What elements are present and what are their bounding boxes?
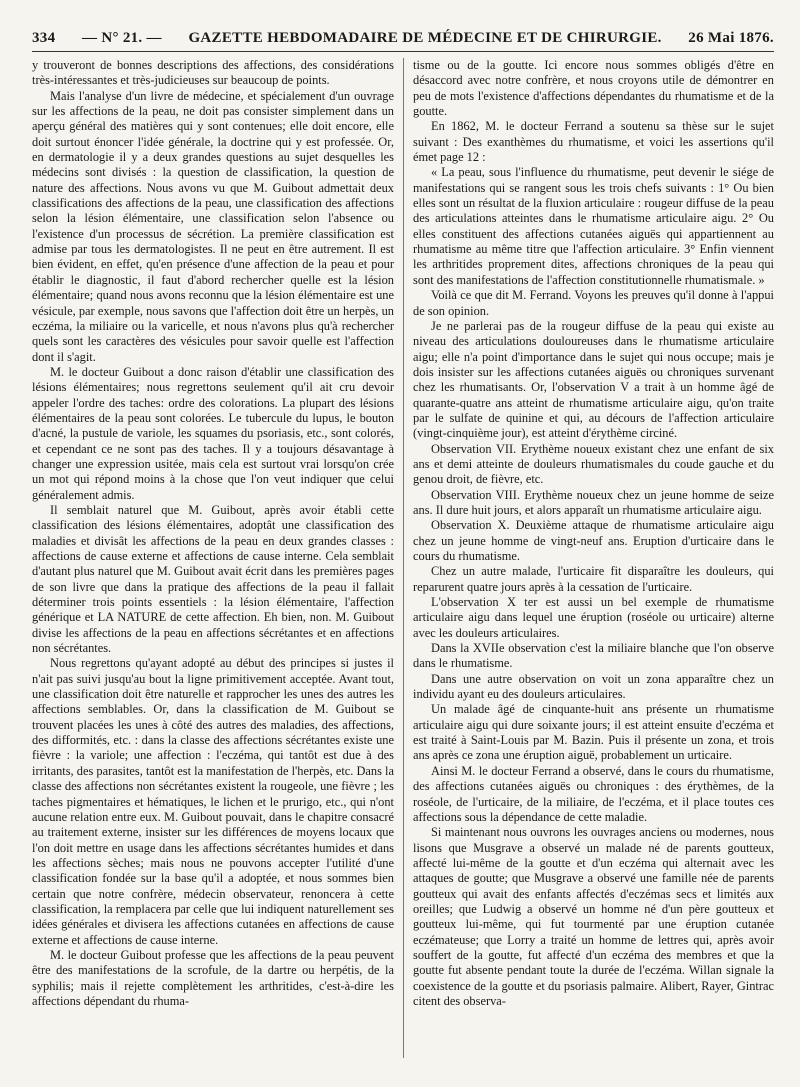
- right-column: [403, 58, 774, 1058]
- left-column: [32, 58, 403, 1058]
- paragraph: L'observation X ter est aussi un bel exemple de rhumatisme articulaire aigu dans lequel une éruption (roséole ou urticaire) alterne avec les douleurs articulaires.: [413, 595, 774, 640]
- paragraph: Je ne parlerai pas de la rougeur diffuse de la peau qui existe au niveau des articulations douloureuses dans le rhumatisme articulaire aigu; elle n'a point d'importance dans le sujet qui nous occupe; mais je dois insister sur les affections cutanées aiguës ou chroniques survenant chez les rhumatisants. Or, l'observation V a trait à un homme âgé de quarante-quatre ans atteint de rhumatisme articulaire aigu, qu'on traite par le sulfate de quinine et qui, au décours de l'affection articulaire (vingt-cinquième jour), est atteint d'érythème circiné.: [413, 318, 774, 441]
- paragraph: Dans une autre observation on voit un zona apparaître chez un individu ayant eu des douleurs articulaires.: [413, 671, 774, 702]
- page-header: [32, 30, 774, 52]
- paragraph: Observation X. Deuxième attaque de rhumatisme articulaire aigu chez un jeune homme de vingt-neuf ans. Eruption d'urticaire dans le cours du rhumatisme.: [413, 518, 774, 563]
- paragraph: M. le docteur Guibout a donc raison d'établir une classification des lésions élémentaires; nous regrettons seulement qu'il ait cru devoir appeler l'ordre des taches: ordre des colorations. La plupart des lésions élémentaires de la peau sont colorées. Le tubercule du lupus, le bouton d'acné, la pustule de variole, les squames du psoriasis, etc., sont colorés, et cependant ce ne sont pas des taches. Il y a toujours désavantage à changer une expression usitée, mais cela est surtout vrai lorsqu'on crée un mot qui répond moins à la chose que l'on veut indiquer que celui généralement admis.: [32, 364, 394, 502]
- paragraph: Nous regrettons qu'ayant adopté au début des principes si justes il n'ait pas suivi jusqu'au bout la ligne primitivement acceptée. Avant tout, une classification doit être naturelle et rapprocher les unes des autres les affections semblables. Or, dans la classification de M. Guibout se trouvent placées les unes à côté des autres des maladies, des affections, des difformités, etc. : dans la classe des affections sécrétantes existe une fièvre : la variole; une affection : l'eczéma, qui tantôt est due à des irritants, des parasites, tantôt est la manifestation de l'herpès, etc. Dans la classe des affections non sécrétantes existent la rougeole, une fièvre ; les taches pigmentaires et hématiques, le lichen et le prurigo, etc., qui n'ont aucune relation entre eux. M. Guibout pouvait, dans le chapitre consacré au traitement externe, insister sur les différences de moyens locaux que l'on doit mettre en usage dans les affections sécrétantes humides et dans les affections sèches; mais nous ne pouvons accepter l'utilité d'une classification fondée sur la base qu'il a adoptée, et nous sommes bien certain que notre confrère, médecin observateur, renoncera à cette classification, la remplacera par celle que lui indiquent naturellement ses idées générales et divisera les affections cutanées en affections de cause externe et affections de cause interne.: [32, 656, 394, 947]
- issue-date: 26 Mai 1876.: [688, 30, 774, 46]
- paragraph: Ainsi M. le docteur Ferrand a observé, dans le cours du rhumatisme, des affections cutanées aiguës ou chroniques : des érythèmes, de la roséole, de l'urticaire, de la miliaire, de l'eczéma, et il place toutes ces affections sous la dépendance de cette maladie.: [413, 763, 774, 824]
- paragraph: Observation VIII. Erythème noueux chez un jeune homme de seize ans. Il dure huit jours, et alors apparaît un rhumatisme articulaire aigu.: [413, 487, 774, 517]
- article-columns: [32, 58, 774, 1058]
- paragraph: y trouveront de bonnes descriptions des affections, des considérations très-intéressantes et très-judicieuses sur beaucoup de points.: [32, 58, 394, 88]
- issue-number: — N° 21. —: [82, 30, 162, 46]
- paragraph: Voilà ce que dit M. Ferrand. Voyons les preuves qu'il donne à l'appui de son opinion.: [413, 288, 774, 318]
- journal-title: GAZETTE HEBDOMADAIRE DE MÉDECINE ET DE CHIRURGIE.: [188, 30, 662, 46]
- paragraph: Dans la XVIIe observation c'est la miliaire blanche que l'on observe dans le rhumatisme.: [413, 641, 774, 671]
- paragraph: Chez un autre malade, l'urticaire fit disparaître les douleurs, qui reparurent quatre jours après à la cessation de l'urticaire.: [413, 564, 774, 594]
- paragraph: Un malade âgé de cinquante-huit ans présente un rhumatisme articulaire aigu qui dure soixante jours; il est atteint ensuite d'eczéma et est traité à Saint-Louis par M. Bazin. Puis il présente un zona, et trois ans après ce zona une éruption aiguë, probablement un urticaire.: [413, 702, 774, 763]
- paragraph: M. le docteur Guibout professe que les affections de la peau peuvent être des manifestations de la scrofule, de la dartre ou herpétis, de la syphilis; mais il rejette complètement les arthritides, c'est-à-dire les affections dépendant du rhuma-: [32, 947, 394, 1008]
- paragraph: Observation VII. Erythème noueux existant chez une enfant de six ans et demi atteinte de douleurs rhumatismales du coude gauche et du genou droit, de fièvre, etc.: [413, 441, 774, 487]
- quotation: « La peau, sous l'influence du rhumatisme, peut devenir le siége de manifestations qui se rangent sous les trois chefs suivants : 1° Ou bien elles sont un résultat de la fluxion articulaire : rougeur diffuse de la peau des articulations atteintes dans le rhumatisme articulaire aigu. 2° Ou elles constituent des affections cutanées aiguës qui appartiennent au rhumatisme au même titre que l'affection articulaire. 3° Enfin viennent les arthritides proprement dites, affections chroniques de la peau qui sont des manifestations de l'affection constitutionnelle rhumatismale. »: [413, 165, 774, 287]
- paragraph: tisme ou de la goutte. Ici encore nous sommes obligés d'être en désaccord avec notre confrère, et nous croyons utile de démontrer en peu de mots l'existence d'affections dépendantes du rhumatisme et de la goutte.: [413, 58, 774, 119]
- paragraph: Si maintenant nous ouvrons les ouvrages anciens ou modernes, nous lisons que Musgrave a observé un malade né de parents goutteux, affecté lui-même de la goutte et d'un eczéma qui alternait avec les attaques de goutte; que Musgrave a observé une famille née de parents goutteux qui avait des enfants affectés d'eczémas secs et limités aux oreilles; que Ludwig a observé un homme né d'un père goutteux et goutteux lui-même, qui fut tourmenté par une éruption cutanée eczémateuse; que Lorry a traité un homme de lettres qui, après avoir souffert de la goutte, fut affecté d'un eczéma des membres et que la goutte fut absente pendant toute la durée de l'eczéma. Willan signale la coexistence de la goutte et du psoriasis palmaire. Alibert, Rayer, Gintrac citent des observa-: [413, 825, 774, 1008]
- page-number: 334: [32, 30, 56, 46]
- paragraph: Il semblait naturel que M. Guibout, après avoir établi cette classification des lésions élémentaires, adoptât une classification des maladies et divisât les affections de la peau en deux grandes classes : affections de cause externe et affections de cause interne. Cela semblait d'autant plus naturel que M. Guibout avait écrit dans les premières pages de son livre que dans la pratique des affections de la peau il fallait déterminer trois points essentiels : la lésion élémentaire, l'affection générique et LA NATURE de cette affection. Eh bien, non. M. Guibout divise les affections de la peau en affections sécrétantes et en affections non sécrétantes.: [32, 502, 394, 656]
- paragraph: Mais l'analyse d'un livre de médecine, et spécialement d'un ouvrage sur les affections de la peau, ne doit pas consister simplement dans un aperçu général des matières qui y sont contenues; elle doit encore, elle doit surtout énoncer l'idée générale, la doctrine qui y est professée. Or, en dermatologie il y a deux grandes questions au sujet desquelles les médecins sont divisés : la question de classification, la question de nature des affections. Nous avons vu que M. Guibout admettait deux classifications des affections de la peau, une classification des affections selon la lésion élémentaire, une classification selon l'absence ou l'existence d'un processus de sécrétion. La première classification est admise par tous les dermatologistes. Il ne peut en être autrement. Il est bien évident, en effet, qu'en présence d'une affection de la peau et pour établir le diagnostic, il faut d'abord rechercher quelle est la lésion élémentaire; quand nous avons reconnu que la lésion élémentaire est une vésicule, par exemple, nous savons que l'affection doit être un herpès, un eczéma, la miliaire ou la varicelle, et nous n'avons plus qu'à rechercher quels sont les caractères des vésicules pour savoir quelle est l'affection dont il s'agit.: [32, 88, 394, 364]
- paragraph: En 1862, M. le docteur Ferrand a soutenu sa thèse sur le sujet suivant : Des exanthèmes du rhumatisme, et voici les assertions qu'il émet page 12 :: [413, 119, 774, 165]
